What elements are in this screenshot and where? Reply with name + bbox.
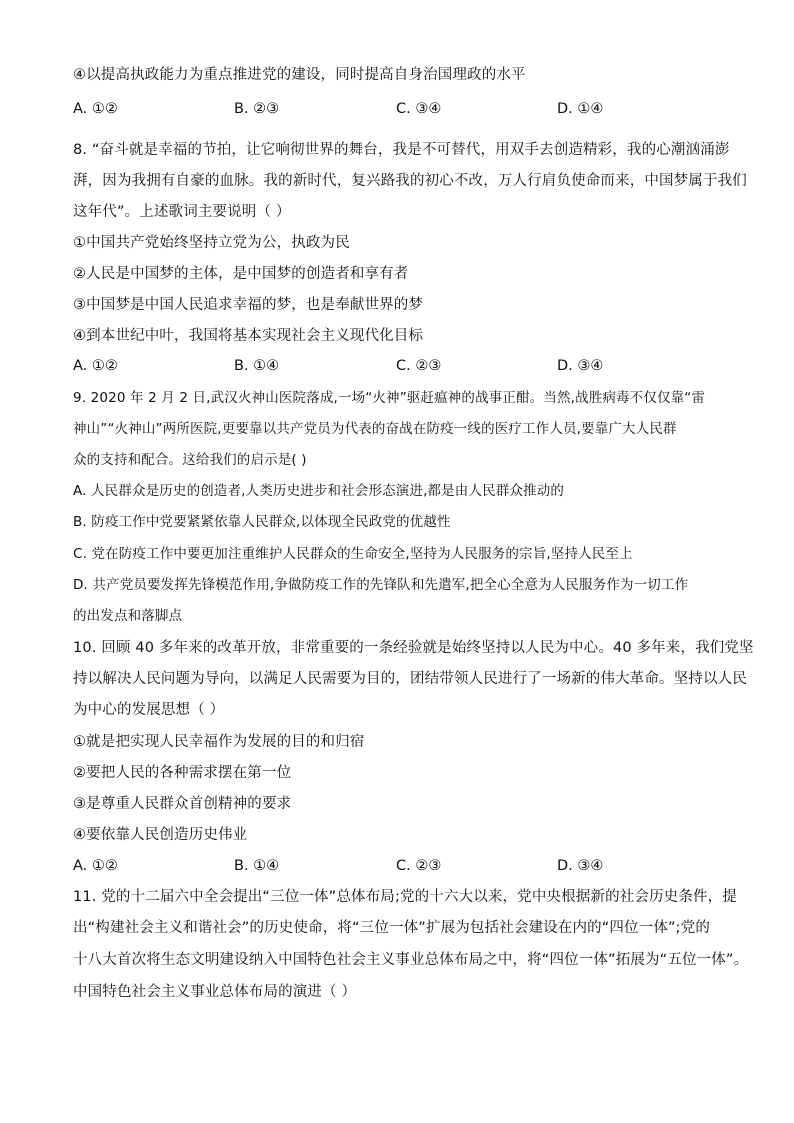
q8-option-a: A. ①②	[73, 358, 118, 374]
q9-stem-line-1: 9. 2020 年 2 月 2 日,武汉火神山医院落成,一场“火神”驱赶瘟神的战事正酣。当然,战胜病毒不仅仅靠“雷	[73, 390, 706, 406]
q10-item-3: ③是尊重人民群众首创精神的要求	[73, 796, 292, 812]
q10-stem-line-3: 为中心的发展思想（ ）	[73, 702, 225, 718]
q8-stem-line-1: 8. “奋斗就是幸福的节拍，让它响彻世界的舞台，我是不可替代，用双手去创造精彩，我的心潮汹涌澎	[73, 142, 730, 158]
q7-option-b: B. ②③	[234, 101, 280, 117]
q10-option-c: C. ②③	[396, 858, 442, 874]
q8-item-4: ④到本世纪中叶，我国将基本实现社会主义现代化目标	[73, 328, 424, 344]
q8-stem-line-2: 湃，因为我拥有自豪的血脉。我的新时代，复兴路我的初心不改，万人行肩负使命而来，中国梦属于我们	[73, 173, 747, 189]
q11-stem-line-4: 中国特色社会主义事业总体布局的演进（ ）	[73, 984, 357, 1000]
q7-option-c: C. ③④	[396, 101, 442, 117]
q9-option-c: C. 党在防疫工作中要更加注重维护人民群众的生命安全,坚持为人民服务的宗旨,坚持人民至上	[73, 546, 633, 562]
q7-option-d: D. ①④	[557, 101, 604, 117]
q11-stem-line-3: 十八大首次将生态文明建设纳入中国特色社会主义事业总体布局之中，将“四位一体”拓展为“五位一体”。	[73, 952, 749, 968]
q8-item-1: ①中国共产党始终坚持立党为公，执政为民	[73, 235, 350, 251]
q7-option-a: A. ①②	[73, 101, 118, 117]
q11-stem-line-1: 11. 党的十二届六中全会提出“三位一体”总体布局;党的十六大以来，党中央根据新的社会历史条件，提	[73, 889, 737, 905]
q9-stem-line-3: 众的支持和配合。这给我们的启示是( )	[73, 452, 307, 468]
q11-stem-line-2: 出“构建社会主义和谐社会”的历史使命，将“三位一体”扩展为包括社会建设在内的“四位一体”;党的	[73, 920, 711, 936]
q8-option-d: D. ③④	[557, 358, 604, 374]
q10-item-4: ④要依靠人民创造历史伟业	[73, 827, 248, 843]
q9-stem-line-2: 神山”“火神山”两所医院,更要靠以共产党员为代表的奋战在防疫一线的医疗工作人员,要靠广大人民群	[73, 421, 677, 437]
q9-option-d: D. 共产党员要发挥先锋模范作用,争做防疫工作的先锋队和先遣军,把全心全意为人民服务作为一切工作	[73, 577, 689, 593]
q10-stem-line-2: 持以解决人民问题为导向，以满足人民需要为目的，团结带领人民进行了一场新的伟大革命。坚持以人民	[73, 671, 747, 687]
q10-item-1: ①就是把实现人民幸福作为发展的目的和归宿	[73, 734, 365, 750]
q8-stem-line-3: 这年代”。上述歌词主要说明（ ）	[73, 204, 291, 220]
q8-item-3: ③中国梦是中国人民追求幸福的梦，也是奉献世界的梦	[73, 297, 424, 313]
q8-option-b: B. ①④	[234, 358, 280, 374]
q8-item-2: ②人民是中国梦的主体，是中国梦的创造者和享有者	[73, 266, 409, 282]
q7-item-4: ④以提高执政能力为重点推进党的建设，同时提高自身治国理政的水平	[73, 67, 526, 83]
q10-option-b: B. ①④	[234, 858, 280, 874]
q9-option-a: A. 人民群众是历史的创造者,人类历史进步和社会形态演进,都是由人民群众推动的	[73, 483, 565, 499]
q10-option-a: A. ①②	[73, 858, 118, 874]
q10-stem-line-1: 10. 回顾 40 多年来的改革开放，非常重要的一条经验就是始终坚持以人民为中心。40 多年来，我们党坚	[73, 640, 754, 656]
q10-option-d: D. ③④	[557, 858, 604, 874]
q9-option-b: B. 防疫工作中党要紧紧依靠人民群众,以体现全民政党的优越性	[73, 514, 451, 530]
q9-option-d-cont: 的出发点和落脚点	[73, 608, 183, 624]
q10-item-2: ②要把人民的各种需求摆在第一位	[73, 765, 292, 781]
q8-option-c: C. ②③	[396, 358, 442, 374]
